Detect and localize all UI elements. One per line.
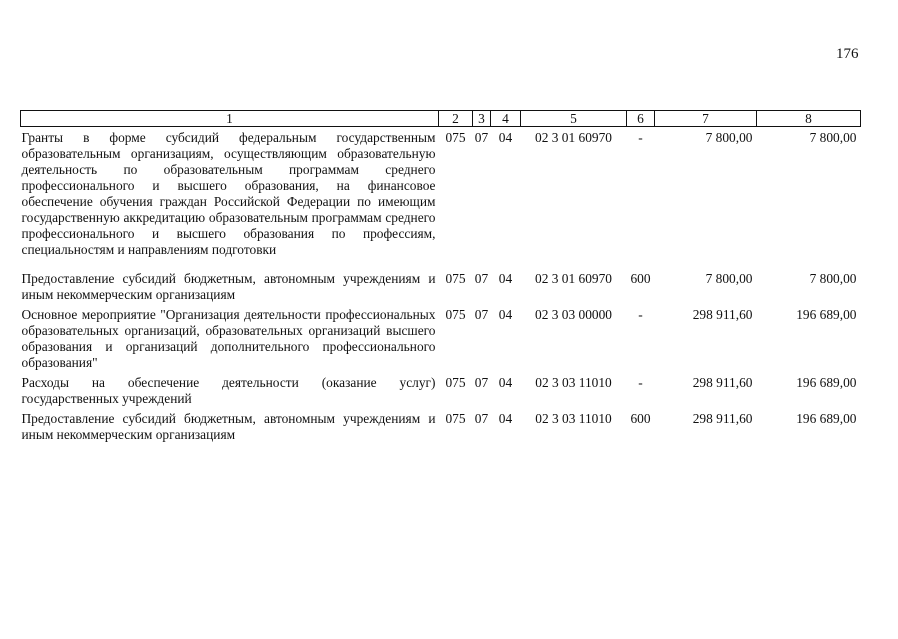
row-target-article: 02 3 03 00000	[535, 307, 612, 322]
header-col-4: 4	[491, 111, 521, 127]
row-target-article: 02 3 03 11010	[535, 375, 612, 390]
row-subsection-code: 04	[498, 271, 513, 286]
row-name: Гранты в форме субсидий федеральным государственным образовательным организациям, осуществляющим образовательную деятельность по образовательным программам среднего профессионального и высшего образования, на финансовое обеспечение обучения граждан Российской Федерации по имеющим государственную аккредитацию образовательным программам среднего профессионального и высшего образования по профессиям, специальностям и направлениям подготовки	[21, 130, 436, 257]
row-target-article: 02 3 01 60970	[535, 130, 612, 145]
row-amount-1: 7 800,00	[705, 130, 753, 145]
header-col-3: 3	[473, 111, 491, 127]
row-amount-2: 196 689,00	[796, 411, 857, 426]
row-subsection-code: 04	[498, 130, 513, 145]
row-amount-2: 196 689,00	[796, 375, 857, 390]
row-amount-2: 7 800,00	[809, 271, 857, 286]
budget-table	[20, 110, 861, 443]
row-amount-1: 298 911,60	[692, 307, 753, 322]
row-ministry-code: 075	[445, 411, 466, 426]
row-name: Расходы на обеспечение деятельности (оказание услуг) государственных учреждений	[21, 375, 436, 406]
row-section-code: 07	[474, 307, 489, 322]
table-row	[21, 268, 861, 304]
row-name: Предоставление субсидий бюджетным, автономным учреждениям и иным некоммерческим организациям	[21, 271, 436, 302]
table-header-row	[21, 111, 861, 127]
row-subsection-code: 04	[498, 411, 513, 426]
row-amount-1: 7 800,00	[705, 271, 753, 286]
header-col-2: 2	[439, 111, 473, 127]
row-ministry-code: 075	[445, 307, 466, 322]
row-amount-1: 298 911,60	[692, 375, 753, 390]
row-section-code: 07	[474, 271, 489, 286]
row-expense-type: 600	[630, 411, 651, 426]
table-row	[21, 304, 861, 372]
table-row	[21, 372, 861, 408]
row-name: Основное мероприятие "Организация деятельности профессиональных образовательных организаций, образовательных организаций высшего образования и организаций дополнительного профессионального образования"	[21, 307, 436, 370]
header-col-7: 7	[655, 111, 757, 127]
header-col-6: 6	[627, 111, 655, 127]
row-expense-type: 600	[630, 271, 651, 286]
row-section-code: 07	[474, 130, 489, 145]
row-expense-type: -	[638, 130, 643, 145]
header-col-5: 5	[521, 111, 627, 127]
row-target-article: 02 3 03 11010	[535, 411, 612, 426]
row-expense-type: -	[638, 307, 643, 322]
row-section-code: 07	[474, 375, 489, 390]
page-number: 176	[836, 46, 859, 62]
row-subsection-code: 04	[498, 375, 513, 390]
row-ministry-code: 075	[445, 375, 466, 390]
header-col-8: 8	[757, 111, 861, 127]
row-ministry-code: 075	[445, 271, 466, 286]
row-subsection-code: 04	[498, 307, 513, 322]
row-section-code: 07	[474, 411, 489, 426]
row-expense-type: -	[638, 375, 643, 390]
table-row	[21, 127, 861, 269]
header-col-1: 1	[21, 111, 439, 127]
row-target-article: 02 3 01 60970	[535, 271, 612, 286]
row-ministry-code: 075	[445, 130, 466, 145]
row-amount-2: 196 689,00	[796, 307, 857, 322]
table-row	[21, 408, 861, 443]
row-amount-1: 298 911,60	[692, 411, 753, 426]
row-amount-2: 7 800,00	[809, 130, 857, 145]
row-name: Предоставление субсидий бюджетным, автономным учреждениям и иным некоммерческим организациям	[21, 411, 436, 442]
